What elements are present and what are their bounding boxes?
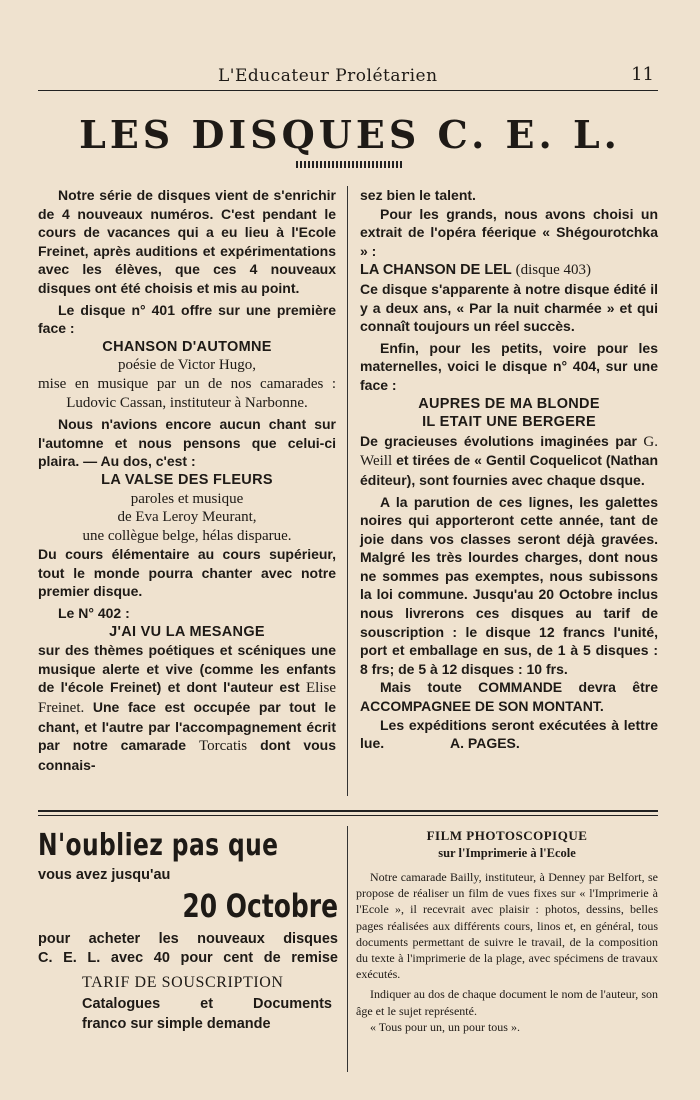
paragraph: Le disque n° 401 offre sur une première face : <box>38 301 336 337</box>
paragraph: Ce disque s'apparente à notre disque édité il y a deux ans, « Par la nuit charmée » et qui connaît toujours un réel succès. <box>360 280 658 335</box>
paragraph: « Tous pour un, un pour tous ». <box>370 1019 520 1034</box>
paragraph: Le N° 402 : <box>58 605 130 622</box>
article-title: LES DISQUES C. E. L. <box>79 112 621 157</box>
paragraph: Enfin, pour les petits, voire pour les maternelles, voici le disque n° 404, sur une face : <box>360 339 658 393</box>
paragraph: Notre camarade Bailly, instituteur, à Denney par Belfort, se propose de réaliser un film de vues fixes sur « l'Imprimerie à l'Ecole », il recevrait avec plaisir : photos, dessins, belles pages réalisées aux différents cours, linos et, en général, tous documents permettant de suivre le travail, de la composition du texte à l'imprimerie de la plage, avec spécimens de travaux exécutés. <box>356 870 658 982</box>
reminder-heading: N'oubliez pas que <box>38 828 279 863</box>
running-title: L'Educateur Prolétarien <box>218 66 438 86</box>
section-rule <box>38 815 658 816</box>
film-subtitle: sur l'Imprimerie à l'Ecole <box>438 846 576 860</box>
closing-line: Les expéditions seront exécutées à lettre lue. A. PAGES. <box>360 716 658 752</box>
reminder-box <box>38 828 338 1032</box>
header-rule <box>38 90 658 91</box>
song-title: LA VALSE DES FLEURS <box>101 471 273 488</box>
reminder-line: vous avez jusqu'au <box>38 867 171 883</box>
film-title: FILM PHOTOSCOPIQUE <box>426 828 588 843</box>
song-credit: de Eva Leroy Meurant, <box>117 509 257 526</box>
signature: A. PAGES. <box>450 735 520 752</box>
paragraph: Nous n'avions encore aucun chant sur l'automne et nous pensons que celui-ci plaira. — Au dos, c'est : <box>38 416 336 470</box>
reminder-date: 20 Octobre <box>182 887 338 925</box>
section-rule <box>38 810 658 812</box>
song-title: IL ETAIT UNE BERGERE <box>422 414 596 431</box>
paragraph: Notre série de disques vient de s'enrichir de 4 nouveaux numéros. C'est pendant le cours de vacances qui a eu lieu à l'Ecole Freinet, après auditions et expérimentations avec les élèves, que ces 4 nouveaux disques ont été choisis et mis au point. <box>38 187 336 296</box>
song-title: J'AI VU LA MESANGE <box>109 623 265 640</box>
song-credit: une collègue belge, hélas disparue. <box>82 527 292 544</box>
song-title: AUPRES DE MA BLONDE <box>418 395 600 412</box>
paragraph: A la parution de ces lignes, les galettes noires qui apporteront cette année, tant de joie dans vos classes seront déjà gravées. Malgré les très lourdes charges, dont nous ne sommes pas exemptes, nous subissons la loi commune. Jusqu'au 20 Octobre inclus nous livrerons ces disques au tarif de souscription : le disque 12 francs l'unité, port et emballage en sus, de 1 à 5 disques : 8 frs; de 5 à 12 disques : 10 frs. <box>360 493 658 677</box>
article-right-column <box>360 186 658 753</box>
paragraph: Du cours élémentaire au cours supérieur, tout le monde pourra chanter avec notre premier disque. <box>38 546 336 600</box>
song-note: (disque 403) <box>515 262 592 279</box>
song-title-line <box>360 260 658 280</box>
paragraph: Pour les grands, nous avons choisi un extrait de l'opéra féerique « Shégourotchka » : <box>360 205 658 259</box>
catalogues-line: Catalogues et Documents <box>82 996 332 1012</box>
running-head <box>38 64 658 88</box>
column-divider <box>347 826 348 1072</box>
song-credit: poésie de Victor Hugo, <box>118 357 256 374</box>
paragraph: sez bien le talent. <box>360 187 476 203</box>
franco-line: franco sur simple demande <box>82 1016 271 1032</box>
article-left-column <box>38 186 336 774</box>
song-credit: mise en musique par un de nos camarades : Ludovic Cassan, instituteur à Narbonne. <box>38 375 336 411</box>
tarif-label: TARIF DE SOUSCRIPTION <box>82 974 284 991</box>
song-title: LA CHANSON DE LEL <box>360 262 512 279</box>
paragraph: Mais toute COMMANDE devra être ACCOMPAGNEE DE SON MONTANT. <box>360 679 658 715</box>
title-ornament <box>296 161 404 168</box>
paragraph: sur des thèmes poétiques et scéniques une musique alerte et vive (comme les enfants de l'école Freinet) et dont l'auteur est Elise Freinet. Une face est occupée par tout le chant, et l'autre par l'accompagnement écrit par notre camarade Torcatis dont vous connais- <box>38 642 337 773</box>
paragraph: De gracieuses évolutions imaginées par G. Weill et tirées de « Gentil Coquelicot (Nathan éditeur), sont fournies avec chaque dsque. <box>360 432 658 488</box>
column-divider <box>347 186 348 796</box>
reminder-line: C. E. L. avec 40 pour cent de remise <box>38 950 338 966</box>
song-title: CHANSON D'AUTOMNE <box>102 338 272 355</box>
film-box <box>356 828 658 1035</box>
song-credit: paroles et musique <box>130 490 244 507</box>
reminder-line: pour acheter les nouveaux disques <box>38 931 338 947</box>
paragraph: Indiquer au dos de chaque document le nom de l'auteur, son âge et le sujet représenté. <box>356 987 658 1018</box>
page-number: 11 <box>631 64 654 85</box>
